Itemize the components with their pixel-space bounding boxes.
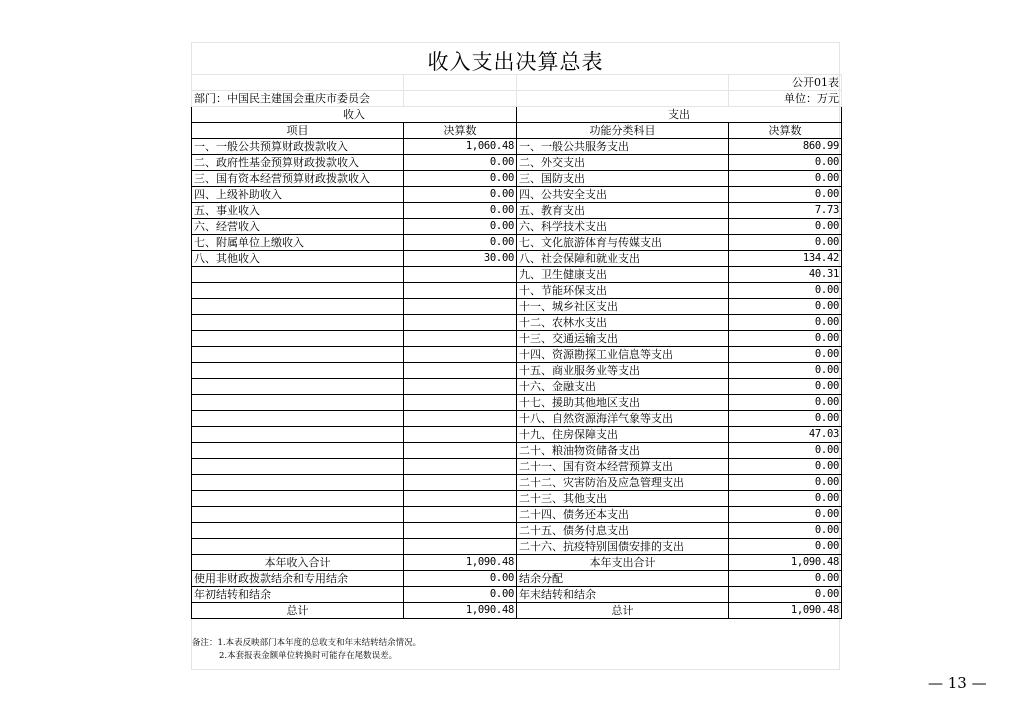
income-header: 收入: [192, 107, 517, 123]
expense-amount: 0.00: [729, 363, 842, 379]
income-item: 本年收入合计: [192, 555, 404, 571]
income-amount: [404, 539, 517, 555]
income-item: [192, 315, 404, 331]
expense-amount: 0.00: [729, 443, 842, 459]
col-func: 功能分类科目: [517, 123, 729, 139]
notes: [192, 637, 421, 663]
col-item: 项目: [192, 123, 404, 139]
expense-amount: 7.73: [729, 203, 842, 219]
income-item: 四、上级补助收入: [192, 187, 404, 203]
table-row: [192, 395, 842, 411]
expense-amount: 0.00: [729, 459, 842, 475]
expense-item: 十八、自然资源海洋气象等支出: [517, 411, 729, 427]
column-header-row: [192, 123, 842, 139]
expense-amount: 0.00: [729, 283, 842, 299]
income-item: [192, 523, 404, 539]
income-amount: 0.00: [404, 587, 517, 603]
table-row: [192, 523, 842, 539]
expense-header: 支出: [517, 107, 842, 123]
table-row: [192, 187, 842, 203]
expense-item: 二十、粮油物资储备支出: [517, 443, 729, 459]
page-number: — 13 —: [928, 674, 987, 692]
table-row: [192, 507, 842, 523]
table-row: [192, 411, 842, 427]
income-expense-table: [191, 74, 842, 619]
income-item: 二、政府性基金预算财政拨款收入: [192, 155, 404, 171]
section-header-row: [192, 107, 842, 123]
note-1: 备注：1.本表反映部门本年度的总收支和年末结转结余情况。: [192, 638, 422, 648]
table-row: [192, 379, 842, 395]
expense-item: 二十六、抗疫特别国债安排的支出: [517, 539, 729, 555]
income-amount: [404, 507, 517, 523]
table-row: [192, 299, 842, 315]
table-row: [192, 459, 842, 475]
income-amount: 0.00: [404, 235, 517, 251]
income-item: 八、其他收入: [192, 251, 404, 267]
table-row: [192, 155, 842, 171]
income-amount: 0.00: [404, 219, 517, 235]
income-item: [192, 459, 404, 475]
income-amount: [404, 379, 517, 395]
expense-item: 总计: [517, 603, 729, 619]
expense-amount: 134.42: [729, 251, 842, 267]
income-amount: [404, 347, 517, 363]
income-amount: 0.00: [404, 171, 517, 187]
expense-item: 二十一、国有资本经营预算支出: [517, 459, 729, 475]
income-item: [192, 395, 404, 411]
col-amount2: 决算数: [729, 123, 842, 139]
income-item: [192, 475, 404, 491]
expense-item: 二十二、灾害防治及应急管理支出: [517, 475, 729, 491]
expense-amount: 0.00: [729, 347, 842, 363]
table-row: [192, 283, 842, 299]
expense-amount: 1,090.48: [729, 603, 842, 619]
expense-item: 十、节能环保支出: [517, 283, 729, 299]
expense-amount: 0.00: [729, 491, 842, 507]
table-row: [192, 219, 842, 235]
income-item: [192, 347, 404, 363]
expense-amount: 0.00: [729, 587, 842, 603]
income-item: 年初结转和结余: [192, 587, 404, 603]
income-amount: [404, 411, 517, 427]
expense-amount: 0.00: [729, 235, 842, 251]
expense-amount: 0.00: [729, 571, 842, 587]
income-amount: [404, 331, 517, 347]
income-amount: [404, 443, 517, 459]
table-row: [192, 203, 842, 219]
income-item: [192, 427, 404, 443]
income-amount: [404, 491, 517, 507]
income-item: [192, 299, 404, 315]
income-amount: 0.00: [404, 155, 517, 171]
expense-item: 十三、交通运输支出: [517, 331, 729, 347]
table-row: [192, 427, 842, 443]
income-item: 一、一般公共预算财政拨款收入: [192, 139, 404, 155]
income-amount: 1,090.48: [404, 603, 517, 619]
expense-item: 五、教育支出: [517, 203, 729, 219]
income-amount: 0.00: [404, 187, 517, 203]
expense-item: 七、文化旅游体育与传媒支出: [517, 235, 729, 251]
expense-item: 二、外交支出: [517, 155, 729, 171]
expense-item: 九、卫生健康支出: [517, 267, 729, 283]
income-item: [192, 363, 404, 379]
expense-item: 八、社会保障和就业支出: [517, 251, 729, 267]
income-item: 三、国有资本经营预算财政拨款收入: [192, 171, 404, 187]
income-item: 六、经营收入: [192, 219, 404, 235]
expense-amount: 40.31: [729, 267, 842, 283]
expense-item: 四、公共安全支出: [517, 187, 729, 203]
expense-item: 十七、援助其他地区支出: [517, 395, 729, 411]
table-row: [192, 139, 842, 155]
grand-total-row: [192, 603, 842, 619]
table-row: [192, 539, 842, 555]
income-amount: [404, 523, 517, 539]
expense-item: 本年支出合计: [517, 555, 729, 571]
form-code-row: [192, 75, 842, 91]
expense-item: 二十五、债务付息支出: [517, 523, 729, 539]
table-row: [192, 571, 842, 587]
expense-item: 十六、金融支出: [517, 379, 729, 395]
income-amount: 1,060.48: [404, 139, 517, 155]
expense-amount: 0.00: [729, 523, 842, 539]
income-item: [192, 411, 404, 427]
expense-amount: 0.00: [729, 411, 842, 427]
expense-item: 一、一般公共服务支出: [517, 139, 729, 155]
expense-item: 二十四、债务还本支出: [517, 507, 729, 523]
expense-item: 十四、资源勘探工业信息等支出: [517, 347, 729, 363]
table-row: [192, 491, 842, 507]
income-amount: 0.00: [404, 203, 517, 219]
income-amount: [404, 427, 517, 443]
table-row: [192, 235, 842, 251]
income-item: [192, 491, 404, 507]
table-row: [192, 315, 842, 331]
income-amount: [404, 283, 517, 299]
unit-label: 单位：万元: [729, 91, 842, 107]
department-row: [192, 91, 842, 107]
income-amount: [404, 363, 517, 379]
income-item: [192, 331, 404, 347]
income-item: 使用非财政拨款结余和专用结余: [192, 571, 404, 587]
income-item: [192, 283, 404, 299]
expense-amount: 0.00: [729, 379, 842, 395]
expense-amount: 47.03: [729, 427, 842, 443]
department-label: 部门：中国民主建国会重庆市委员会: [192, 91, 404, 107]
expense-amount: 1,090.48: [729, 555, 842, 571]
col-amount: 决算数: [404, 123, 517, 139]
table-row: [192, 331, 842, 347]
income-amount: 0.00: [404, 571, 517, 587]
income-item: [192, 267, 404, 283]
table-row: [192, 363, 842, 379]
expense-amount: 0.00: [729, 331, 842, 347]
report-title: 收入支出决算总表: [427, 50, 604, 74]
income-amount: [404, 267, 517, 283]
expense-item: 年末结转和结余: [517, 587, 729, 603]
income-item: [192, 443, 404, 459]
expense-amount: 0.00: [729, 299, 842, 315]
expense-item: 三、国防支出: [517, 171, 729, 187]
table-row: [192, 251, 842, 267]
expense-amount: 0.00: [729, 539, 842, 555]
form-code: 公开01表: [729, 75, 842, 91]
income-amount: 1,090.48: [404, 555, 517, 571]
income-amount: 30.00: [404, 251, 517, 267]
income-item: [192, 539, 404, 555]
income-item: 五、事业收入: [192, 203, 404, 219]
income-item: 总计: [192, 603, 404, 619]
expense-amount: 0.00: [729, 187, 842, 203]
expense-amount: 860.99: [729, 139, 842, 155]
expense-amount: 0.00: [729, 507, 842, 523]
expense-amount: 0.00: [729, 171, 842, 187]
table-row: [192, 347, 842, 363]
income-amount: [404, 475, 517, 491]
expense-item: 二十三、其他支出: [517, 491, 729, 507]
income-amount: [404, 395, 517, 411]
expense-item: 十五、商业服务业等支出: [517, 363, 729, 379]
table-row: [192, 475, 842, 491]
expense-amount: 0.00: [729, 395, 842, 411]
income-amount: [404, 459, 517, 475]
income-amount: [404, 299, 517, 315]
table-row: [192, 587, 842, 603]
income-item: 七、附属单位上缴收入: [192, 235, 404, 251]
expense-item: 六、科学技术支出: [517, 219, 729, 235]
annual-total-row: [192, 555, 842, 571]
table-row: [192, 171, 842, 187]
income-amount: [404, 315, 517, 331]
expense-amount: 0.00: [729, 155, 842, 171]
note-2: 2.本套报表金额单位转换时可能存在尾数误差。: [219, 651, 398, 661]
expense-item: 十九、住房保障支出: [517, 427, 729, 443]
expense-amount: 0.00: [729, 315, 842, 331]
expense-item: 结余分配: [517, 571, 729, 587]
expense-item: 十一、城乡社区支出: [517, 299, 729, 315]
table-row: [192, 443, 842, 459]
expense-amount: 0.00: [729, 475, 842, 491]
expense-item: 十二、农林水支出: [517, 315, 729, 331]
expense-amount: 0.00: [729, 219, 842, 235]
income-item: [192, 379, 404, 395]
income-item: [192, 507, 404, 523]
table-row: [192, 267, 842, 283]
